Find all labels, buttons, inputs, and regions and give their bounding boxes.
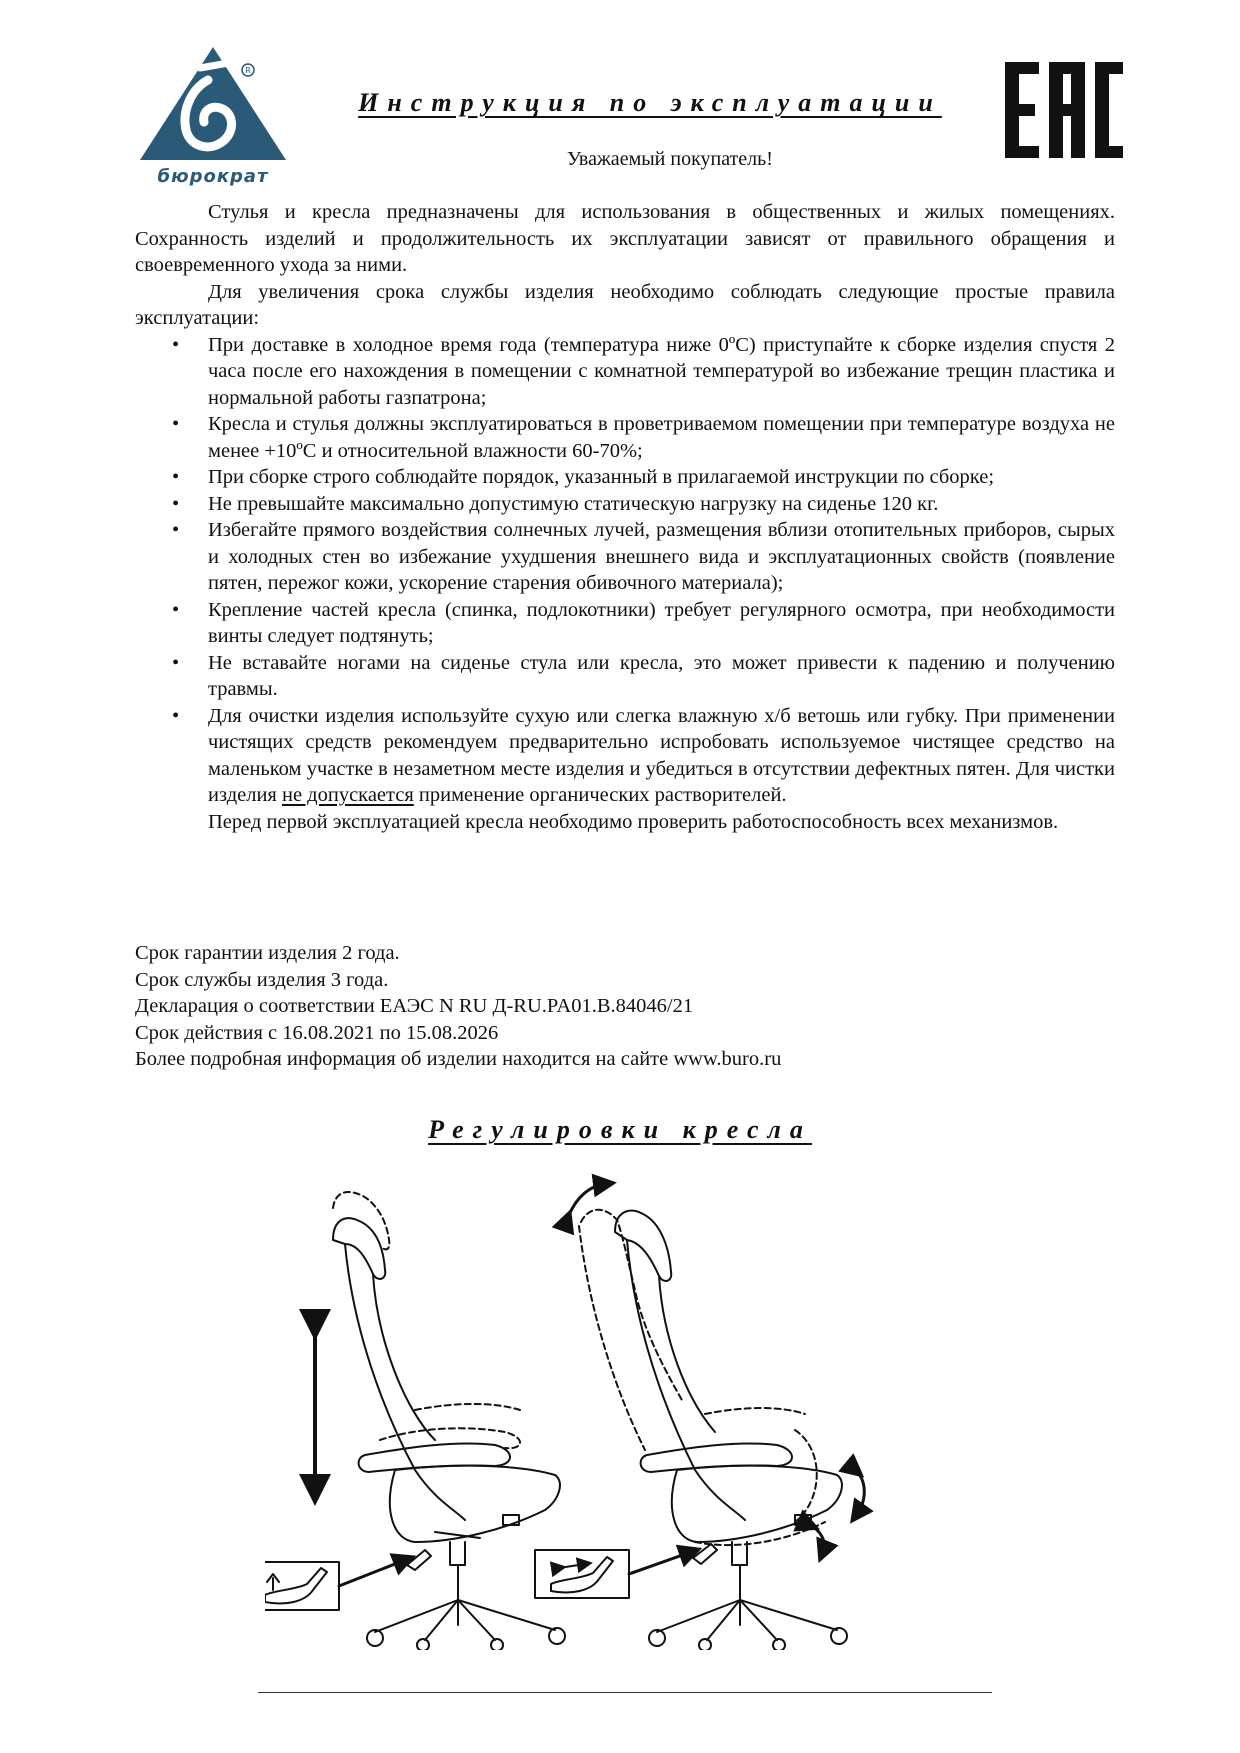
- list-item: [135, 491, 1115, 518]
- page-title: Инструкция по эксплуатации: [358, 88, 942, 117]
- rules-intro-paragraph: Для увеличения срока службы изделия необходимо соблюдать следующие простые правила эксплуатации:: [135, 280, 1115, 329]
- rule-text: При доставке в холодное время года (температура ниже 0ºС) приступайте к сборке изделия спустя 2 часа после его нахождения в помещении с комнатной температурой во избежание трещин пластика и нормальной работы газпатрона;: [208, 333, 1115, 409]
- svg-text:R: R: [245, 66, 251, 75]
- rule-text: При сборке строго соблюдайте порядок, указанный в прилагаемой инструкции по сборке;: [208, 466, 995, 488]
- adjustments-title: Регулировки кресла: [428, 1115, 812, 1144]
- list-item: [135, 332, 1115, 412]
- bullet: •: [172, 704, 180, 727]
- rule-text: Не вставайте ногами на сиденье стула или кресла, это может привести к падению и получению травмы.: [208, 651, 1115, 700]
- rule-text: Крепление частей кресла (спинка, подлокотники) требует регулярного осмотра, при необходимости винты следует подтянуть;: [208, 598, 1115, 647]
- bullet: •: [172, 598, 180, 621]
- bullet: •: [172, 333, 180, 356]
- validity-line: Срок действия с 16.08.2021 по 15.08.2026: [135, 1021, 499, 1044]
- chair-adjustment-illustration: [265, 1170, 1025, 1650]
- brand-logo: [138, 42, 288, 192]
- list-item: [135, 464, 1115, 491]
- eac-mark-icon: [1005, 62, 1123, 158]
- chair-left: [265, 1192, 565, 1650]
- bottom-divider: [258, 1692, 992, 1693]
- declaration-line: Декларация о соответствии ЕАЭС N RU Д-RU.PA01.B.84046/21: [135, 995, 694, 1017]
- rule-text: Кресла и стулья должны эксплуатироваться в проветриваемом помещении при температуре воздуха не менее +10ºС и относительной влажности 60-70%;: [208, 413, 1115, 462]
- bullet: •: [172, 651, 180, 674]
- rule-emphasis: не допускается: [281, 784, 414, 806]
- rule-text: Избегайте прямого воздействия солнечных лучей, размещения вблизи отопительных приборов, сырых и холодных стен во избежание ухудшения внешнего вида и эксплуатационных свойств (появление пятен, пережог кожи, ускорение старения обивочного материала);: [208, 519, 1115, 594]
- rule-text: Не превышайте максимально допустимую статическую нагрузку на сиденье 120 кг.: [208, 492, 939, 515]
- bullet: •: [172, 492, 180, 515]
- intro-paragraph: Стулья и кресла предназначены для использования в общественных и жилых помещениях. Сохранность изделий и продолжительность их эксплуатации зависят от правильного обращения и своевременного ухода за ними.: [135, 201, 1115, 276]
- list-item: [135, 597, 1115, 650]
- instructions-body: [135, 199, 1115, 835]
- more-info-line: Более подробная информация об изделии находится на сайте www.buro.ru: [135, 1048, 782, 1070]
- rule-text: применение органических растворителей.: [413, 784, 787, 806]
- rule-text: Для очистки изделия используйте сухую или слегка влажную х/б ветошь или губку. При применении чистящих средств рекомендуем предварительно испробовать используемое чистящее средство на маленьком участке в незаметном месте изделия и убедиться в отсутствии дефектных пятен. Для чистки изделия: [208, 704, 1115, 806]
- list-item: [135, 411, 1115, 464]
- rules-list: [135, 332, 1115, 809]
- list-item: [135, 703, 1115, 809]
- service-life-line: Срок службы изделия 3 года.: [135, 968, 389, 991]
- closing-paragraph: Перед первой эксплуатацией кресла необходимо проверить работоспособность всех механизмов.: [208, 810, 1059, 833]
- list-item: [135, 517, 1115, 597]
- brand-logo-icon: [138, 42, 288, 172]
- bullet: •: [172, 466, 180, 488]
- brand-name: бюрократ: [157, 166, 269, 187]
- chair-right: [535, 1184, 864, 1650]
- bullet: •: [172, 519, 180, 541]
- bullet: •: [172, 413, 180, 435]
- list-item: [135, 650, 1115, 703]
- warranty-line: Срок гарантии изделия 2 года.: [135, 942, 400, 964]
- greeting: Уважаемый покупатель!: [567, 148, 773, 170]
- product-facts: [135, 940, 1115, 1073]
